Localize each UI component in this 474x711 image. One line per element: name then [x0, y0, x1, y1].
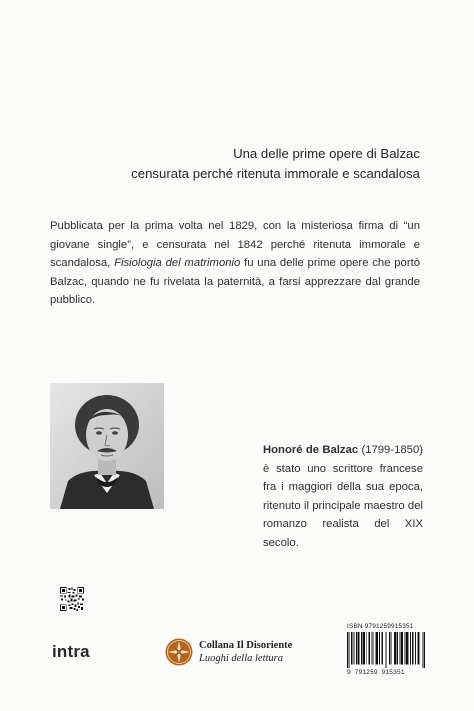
blurb-text-1: Pubblicata per la prima volta nel 1829, con la misteriosa firma di “un giovane single”, e censurata nel 1842 perché ritenuta immorale e scandalosa, — [50, 220, 420, 270]
tagline-line-1: Una delle prime opere di Balzac — [233, 146, 420, 161]
isbn-barcode — [347, 623, 425, 676]
qr-code-icon — [60, 587, 84, 611]
barcode-graphic — [347, 632, 425, 668]
author-name: Honoré de Balzac — [263, 444, 359, 456]
author-portrait — [50, 383, 164, 509]
series-subtitle: Luoghi della lettura — [199, 653, 283, 664]
series-title: Collana Il Disoriente — [199, 640, 293, 651]
author-portrait-image — [50, 383, 164, 509]
author-bio — [263, 441, 423, 553]
tagline-line-2: censurata perché ritenuta immorale e scandalosa — [131, 166, 420, 181]
series-brand — [165, 636, 292, 668]
author-bio-text: (1799-1850) è stato uno scrittore francese fra i maggiori della sua epoca, ritenuto il principale maestro del romanzo realista del XIX secolo. — [263, 444, 423, 549]
book-blurb — [50, 217, 420, 310]
compass-rose-icon — [165, 638, 193, 666]
tagline — [60, 144, 420, 184]
book-title-italic: Fisiologia del matrimonio — [114, 257, 241, 270]
isbn-label: ISBN 9791259915351 — [347, 623, 414, 630]
publisher-logo: intra — [52, 642, 90, 661]
blurb-text-2: fu una delle prime opere che portò Balzac, quando ne fu rivelata la paternità, a farsi apprezzare dal grande pubblico. — [50, 257, 420, 307]
qr-code[interactable] — [60, 587, 84, 611]
isbn-digits: 9 791259 915351 — [347, 669, 405, 676]
